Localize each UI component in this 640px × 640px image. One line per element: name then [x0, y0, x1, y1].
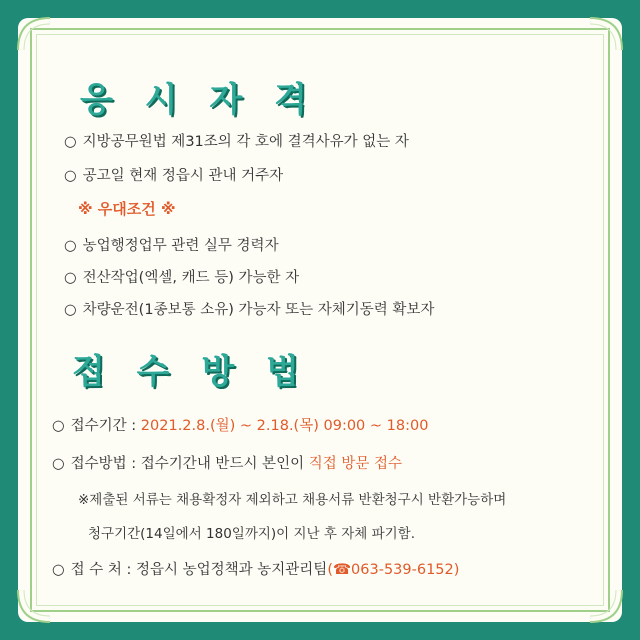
- application-period: ○ 접수기간 : 2021.2.8.(월) ~ 2.18.(목) 09:00 ~ 18:00: [52, 418, 429, 434]
- eligibility-item: ○ 공고일 현재 정읍시 관내 거주자: [64, 168, 284, 184]
- preference-item: ○ 전산작업(엑셀, 캐드 등) 가능한 자: [64, 270, 300, 286]
- phone-number: (☎063-539-6152): [327, 562, 460, 578]
- corner-ornament-icon: [586, 586, 626, 626]
- bullet-icon: ○: [52, 562, 65, 578]
- corner-ornament-icon: [586, 14, 626, 54]
- eligibility-title: 응 시 자 격: [80, 80, 317, 120]
- method-value: 직접 방문 접수: [308, 456, 402, 472]
- application-title: 접 수 방 법: [72, 352, 309, 392]
- bullet-icon: ○: [52, 456, 65, 472]
- bullet-icon: ○: [64, 134, 77, 150]
- eligibility-item: ○ 지방공무원법 제31조의 각 호에 결격사유가 없는 자: [64, 134, 409, 150]
- bullet-icon: ○: [64, 270, 77, 286]
- bullet-icon: ○: [64, 168, 77, 184]
- bullet-icon: ○: [64, 238, 77, 254]
- application-method: ○ 접수방법 : 접수기간내 반드시 본인이 직접 방문 접수: [52, 456, 402, 472]
- bullet-icon: ○: [52, 418, 65, 434]
- preference-item: ○ 차량운전(1종보통 소유) 가능자 또는 자체기동력 확보자: [64, 302, 435, 318]
- bullet-icon: ○: [64, 302, 77, 318]
- preference-item: ○ 농업행정업무 관련 실무 경력자: [64, 238, 279, 254]
- application-place: ○ 접 수 처 : 정읍시 농업정책과 농지관리팀(☎063-539-6152): [52, 562, 460, 578]
- period-value: 2021.2.8.(월) ~ 2.18.(목) 09:00 ~ 18:00: [140, 418, 429, 434]
- preference-heading: ※ 우대조건 ※: [78, 200, 176, 218]
- return-note-cont: 청구기간(14일에서 180일까지)이 지난 후 자체 파기함.: [88, 526, 416, 542]
- corner-ornament-icon: [14, 14, 54, 54]
- corner-ornament-icon: [14, 586, 54, 626]
- return-note: ※제출된 서류는 채용확정자 제외하고 채용서류 반환청구시 반환가능하며: [78, 492, 507, 508]
